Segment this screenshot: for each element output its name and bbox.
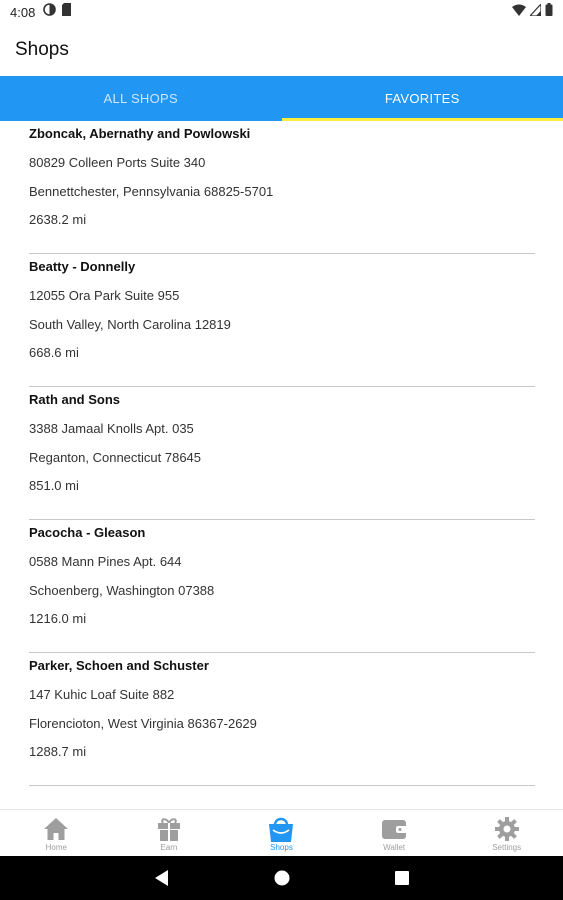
wifi-icon (512, 3, 526, 21)
shop-name: Parker, Schoen and Schuster (29, 658, 209, 673)
shop-list-item[interactable] (29, 653, 535, 786)
wallet-icon (380, 816, 408, 842)
gear-icon (493, 816, 521, 842)
page-title: Shops (15, 39, 69, 60)
tab-bar (0, 76, 563, 121)
nav-label: Settings (492, 843, 522, 852)
tab-favorites[interactable]: FAVORITES (282, 76, 563, 121)
nav-item-home[interactable] (0, 810, 113, 856)
bottom-navigation (0, 809, 563, 856)
nav-label: Earn (160, 843, 178, 852)
shop-list-item[interactable] (29, 520, 535, 653)
system-navigation-bar (0, 856, 563, 900)
shopping-bag-icon (267, 816, 295, 842)
signal-icon (530, 3, 541, 21)
shop-address-line-1: 12055 Ora Park Suite 955 (29, 288, 180, 303)
battery-icon (545, 3, 553, 21)
shop-list-item[interactable] (29, 254, 535, 387)
shop-list-item[interactable] (29, 387, 535, 520)
shop-distance: 1288.7 mi (29, 744, 87, 759)
shop-address-line-1: 80829 Colleen Ports Suite 340 (29, 155, 206, 170)
shop-name: Pacocha - Gleason (29, 525, 146, 540)
sync-icon (43, 3, 56, 21)
shop-distance: 851.0 mi (29, 478, 79, 493)
shop-address-line-2: Florencioton, West Virginia 86367-2629 (29, 716, 257, 731)
shop-name: Rath and Sons (29, 392, 121, 407)
status-time: 4:08 (10, 4, 36, 20)
nav-item-earn[interactable] (113, 810, 226, 856)
nav-item-wallet[interactable] (338, 810, 451, 856)
shop-address-line-2: Bennettchester, Pennsylvania 68825-5701 (29, 184, 274, 199)
shop-list[interactable] (0, 121, 563, 809)
sd-card-icon (61, 3, 72, 21)
shop-name: Beatty - Donnelly (29, 259, 136, 274)
shop-address-line-1: 0588 Mann Pines Apt. 644 (29, 554, 182, 569)
shop-distance: 2638.2 mi (29, 212, 87, 227)
nav-item-settings[interactable] (450, 810, 563, 856)
shop-address-line-2: Reganton, Connecticut 78645 (29, 450, 202, 465)
nav-label: Home (45, 843, 67, 852)
app-bar (0, 24, 563, 76)
nav-item-shops[interactable] (225, 810, 338, 856)
home-icon (42, 816, 70, 842)
shop-address-line-2: South Valley, North Carolina 12819 (29, 317, 231, 332)
shop-distance: 1216.0 mi (29, 611, 87, 626)
shop-list-item[interactable] (29, 121, 535, 254)
nav-label: Shops (270, 843, 293, 852)
shop-address-line-2: Schoenberg, Washington 07388 (29, 583, 215, 598)
status-bar (0, 0, 563, 24)
shop-distance: 668.6 mi (29, 345, 79, 360)
home-circle-icon[interactable] (222, 856, 342, 900)
shop-address-line-1: 147 Kuhic Loaf Suite 882 (29, 687, 175, 702)
tab-all-shops[interactable]: ALL SHOPS (103, 91, 178, 106)
shop-name: Zboncak, Abernathy and Powlowski (29, 126, 251, 141)
nav-label: Wallet (383, 843, 406, 852)
shop-address-line-1: 3388 Jamaal Knolls Apt. 035 (29, 421, 194, 436)
gift-icon (155, 816, 183, 842)
recents-icon[interactable] (342, 856, 462, 900)
back-icon[interactable] (102, 856, 222, 900)
